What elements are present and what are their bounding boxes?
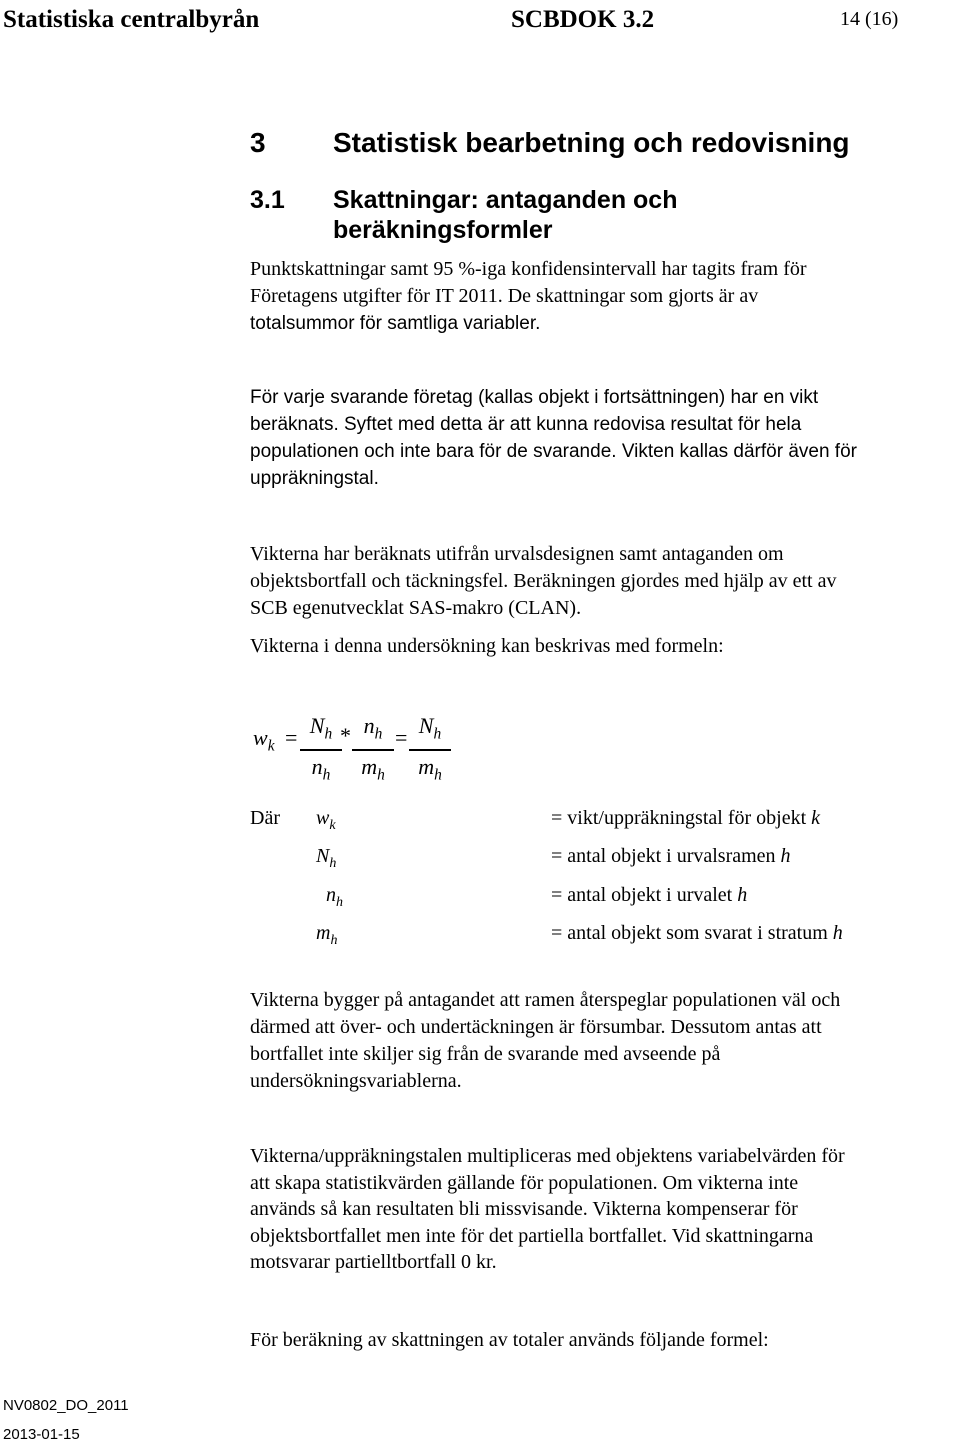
fraction-2-denominator [352, 753, 394, 789]
fraction-2-denominator-subscript: h [377, 766, 385, 784]
paragraph-5-line: därmed att över- och undertäckningen är försumbar. Dessutom antas att [250, 1016, 822, 1038]
formula-lhs-subscript: k [267, 737, 275, 755]
fraction-1-denominator-subscript: h [322, 766, 331, 784]
definition-desc-text: = antal objekt i urvalsramen [551, 845, 781, 867]
definition-symbol-subscript: h [330, 932, 338, 948]
paragraph-2-line: populationen och inte bara för de svarande. Vikten kallas därför även för [250, 441, 857, 462]
paragraph-1 [250, 256, 950, 337]
definition-desc-text: = antal objekt som svarat i stratum [551, 922, 833, 944]
paragraph-5 [250, 987, 950, 1095]
definition-desc-mh [551, 922, 843, 945]
definition-desc-variable: h [832, 922, 843, 944]
definition-symbol-text: w [316, 807, 330, 829]
fraction-1-denominator-symbol: n [311, 753, 323, 779]
fraction-3-numerator-symbol: N [418, 713, 434, 738]
formula-equals-2: = [395, 725, 408, 750]
subsection-number: 3.1 [250, 186, 285, 214]
header-org: Statistiska centralbyrån [3, 6, 260, 33]
definition-symbol-Nh [316, 845, 336, 872]
subsection-title-line-1: Skattningar: antaganden och [333, 186, 678, 214]
definition-symbol-subscript: h [329, 855, 337, 871]
fraction-2-bar [352, 749, 394, 750]
paragraph-4 [250, 633, 950, 660]
fraction-3-numerator-subscript: h [433, 725, 442, 743]
formula-fraction-1 [300, 712, 342, 789]
paragraph-6-line: används så kan resultaten bli missvisande. Vikterna kompenserar för [250, 1198, 798, 1220]
paragraph-6 [250, 1143, 950, 1276]
fraction-1-numerator-symbol: N [309, 713, 325, 738]
paragraph-1-line: Företagens utgifter för IT 2011. De skattningar som gjorts är av [250, 285, 759, 307]
fraction-2-denominator-symbol: m [361, 753, 378, 779]
definition-symbol-subscript: h [336, 894, 343, 910]
paragraph-3-line: SCB egenutvecklat SAS-makro (CLAN). [250, 597, 582, 619]
paragraph-2-line: För varje svarande företag (kallas objekt i fortsättningen) har en vikt [250, 387, 819, 408]
footer-date: 2013-01-15 [3, 1426, 80, 1443]
paragraph-3 [250, 541, 950, 622]
section-title: Statistisk bearbetning och redovisning [333, 127, 850, 158]
fraction-1-denominator [300, 753, 342, 789]
paragraph-5-line: undersökningsvariablerna. [250, 1070, 462, 1092]
definition-desc-variable: h [737, 884, 748, 906]
paragraph-1-line: Punktskattningar samt 95 %-iga konfidensintervall har tagits fram för [250, 258, 807, 280]
fraction-3-denominator-subscript: h [434, 766, 442, 784]
formula-fraction-3 [409, 712, 451, 789]
paragraph-6-line: objektsbortfallet men inte för det partiella bortfallet. Vid skattningarna [250, 1224, 814, 1247]
fraction-1-numerator-subscript: h [324, 725, 333, 743]
formula-lhs-symbol: w [253, 725, 268, 750]
paragraph-5-line: bortfallet inte skiljer sig från de svarande med avseende på [250, 1043, 721, 1065]
definition-desc-variable: h [780, 845, 791, 867]
definition-desc-wk [551, 807, 820, 830]
paragraph-1-line: totalsummor för samtliga variabler. [250, 313, 541, 334]
paragraph-6-line: Vikterna/uppräkningstalen multipliceras med objektens variabelvärden för [250, 1145, 845, 1167]
definition-desc-nh [551, 884, 747, 907]
fraction-3-numerator [409, 712, 451, 748]
fraction-2-numerator [352, 712, 394, 748]
paragraph-2 [250, 384, 950, 492]
definition-desc-text: = vikt/uppräkningstal för objekt [551, 807, 812, 829]
definition-symbol-text: N [316, 845, 330, 867]
definition-desc-variable: k [811, 807, 821, 829]
formula-times: * [340, 723, 351, 748]
fraction-2-numerator-subscript: h [374, 725, 383, 743]
definition-desc-text: = antal objekt i urvalet [551, 884, 738, 906]
definition-symbol-text: n [326, 884, 336, 906]
definition-symbol-subscript: k [329, 817, 336, 833]
formula-equals: = [285, 725, 298, 750]
paragraph-6-line: motsvarar partielltbortfall 0 kr. [250, 1251, 497, 1273]
fraction-1-bar [300, 749, 342, 750]
header-doc-id: SCBDOK 3.2 [511, 6, 655, 33]
definition-symbol-mh [316, 922, 337, 949]
paragraph-2-line: uppräkningstal. [250, 468, 379, 489]
formula-lhs [253, 725, 275, 755]
definitions-label: Där [250, 807, 280, 829]
fraction-3-denominator-symbol: m [418, 753, 435, 779]
formula-fraction-2 [352, 712, 394, 789]
paragraph-7-line: För beräkning av skattningen av totaler används följande formel: [250, 1329, 769, 1351]
paragraph-2-line: beräknats. Syftet med detta är att kunna redovisa resultat för hela [250, 414, 802, 435]
definition-symbol-wk [316, 807, 336, 834]
fraction-3-denominator [409, 753, 451, 789]
paragraph-4-line: Vikterna i denna undersökning kan beskrivas med formeln: [250, 635, 724, 657]
section-number: 3 [250, 127, 266, 158]
fraction-3-bar [409, 749, 451, 750]
header-page-number: 14 (16) [840, 8, 899, 30]
paragraph-7 [250, 1327, 950, 1354]
paragraph-5-line: Vikterna bygger på antagandet att ramen återspeglar populationen väl och [250, 989, 841, 1011]
fraction-1-numerator [300, 712, 342, 748]
paragraph-3-line: Vikterna har beräknats utifrån urvalsdesignen samt antaganden om [250, 543, 784, 565]
fraction-2-numerator-symbol: n [363, 713, 375, 738]
footer-doc-code: NV0802_DO_2011 [3, 1397, 129, 1414]
paragraph-3-line: objektsbortfall och täckningsfel. Beräkningen gjordes med hjälp av ett av [250, 570, 837, 592]
definition-desc-Nh [551, 845, 791, 868]
definition-symbol-text: m [316, 922, 331, 944]
definition-symbol-nh [326, 884, 343, 911]
subsection-title-line-2: beräkningsformler [333, 216, 553, 244]
paragraph-6-line: att skapa statistikvärden gällande för populationen. Om vikterna inte [250, 1171, 799, 1194]
